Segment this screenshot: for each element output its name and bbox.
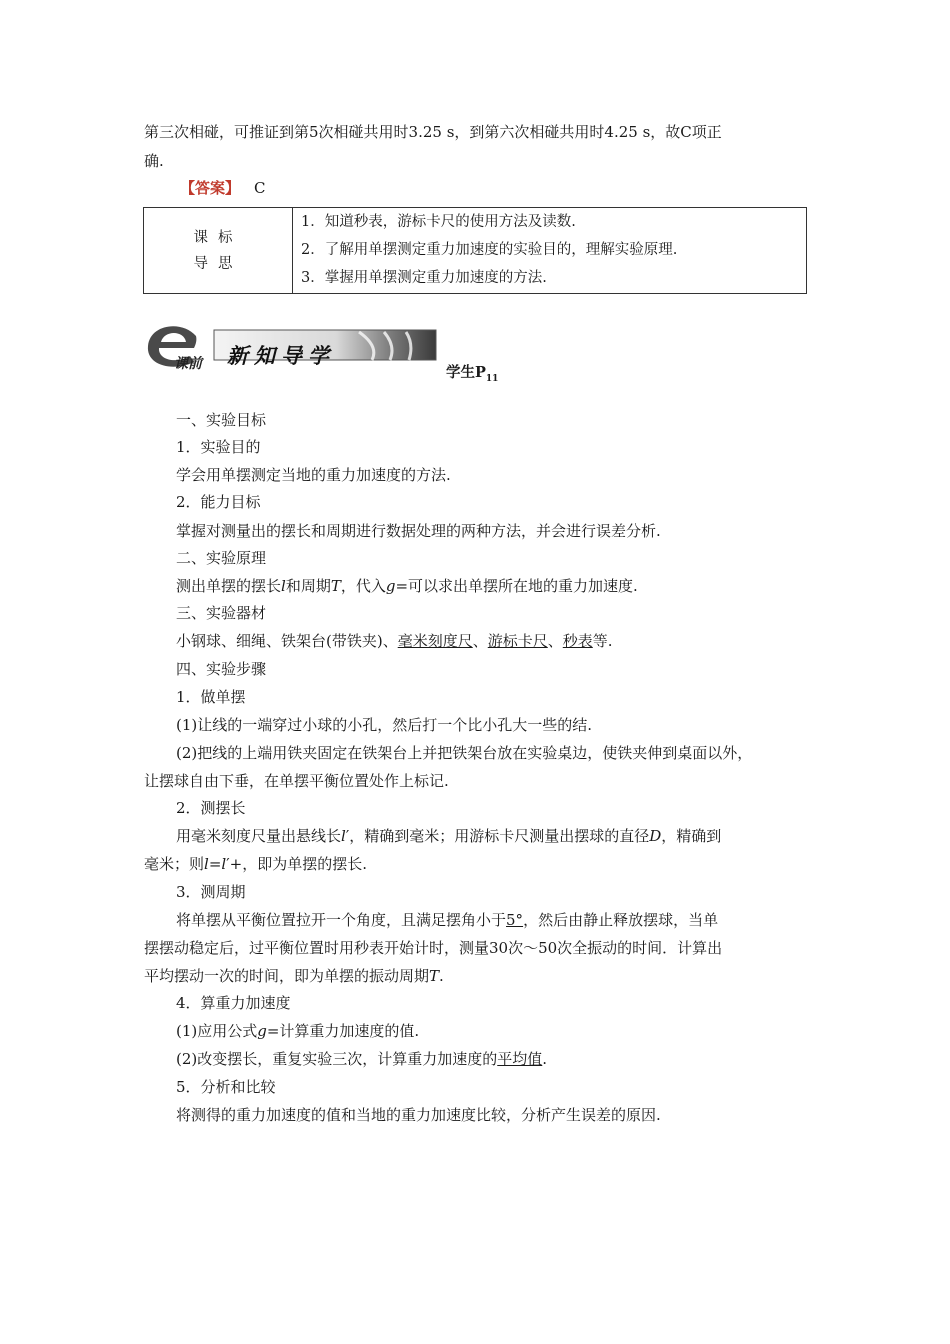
text: =可以求出单摆所在地的重力加速度. bbox=[395, 577, 638, 595]
text: 平均摆动一次的时间，即为单摆的振动周期 bbox=[144, 967, 430, 985]
var-l: l bbox=[204, 855, 209, 873]
underlined-term: 5° bbox=[506, 911, 524, 929]
paragraph: 将测得的重力加速度的值和当地的重力加速度比较，分析产生误差的原因. bbox=[176, 1106, 661, 1124]
paragraph-continued bbox=[144, 965, 444, 987]
text: = bbox=[208, 855, 222, 873]
text: 用毫米刻度尺量出悬线长 bbox=[176, 827, 342, 845]
var-l: l bbox=[341, 827, 346, 845]
var-T: T bbox=[330, 577, 341, 595]
text: ，然后由静止释放摆球，当单 bbox=[523, 911, 719, 929]
ref-sub: 11 bbox=[485, 373, 499, 384]
section-heading: 一、实验目标 bbox=[176, 411, 267, 429]
subsection-heading: 2．能力目标 bbox=[176, 493, 261, 511]
guide-item: 2．了解用单摆测定重力加速度的实验目的，理解实验原理. bbox=[301, 242, 678, 258]
paragraph-continued: 摆摆动稳定后，过平衡位置时用秒表开始计时，测量30次～50次全振动的时间．计算出 bbox=[144, 939, 723, 957]
paragraph-continued bbox=[144, 853, 367, 875]
text: 等. bbox=[592, 632, 613, 650]
banner-badge: 课前 bbox=[174, 356, 202, 372]
subsection-heading: 2．测摆长 bbox=[176, 799, 246, 817]
var-l: l bbox=[281, 577, 286, 595]
guide-item: 3．掌握用单摆测定重力加速度的方法. bbox=[301, 270, 547, 286]
intro-line-1: 第三次相碰，可推证到第5次相碰共用时3.25 s，到第六次相碰共用时4.25 s，故C项正 bbox=[144, 123, 722, 141]
paragraph bbox=[176, 909, 718, 931]
text: 、 bbox=[547, 632, 563, 650]
text: 毫米；则 bbox=[144, 855, 205, 873]
paragraph: 学会用单摆测定当地的重力加速度的方法. bbox=[176, 466, 451, 484]
text: 小钢球、细绳、铁架台(带铁夹)、 bbox=[176, 632, 398, 650]
section-heading: 二、实验原理 bbox=[176, 549, 267, 567]
subsection-heading: 5．分析和比较 bbox=[176, 1078, 276, 1096]
underlined-term: 游标卡尺 bbox=[487, 632, 548, 650]
answer-line bbox=[180, 177, 266, 199]
guide-header-line-2: 导思 bbox=[193, 255, 243, 272]
guide-header-cell bbox=[144, 208, 293, 294]
banner-title: 新知导学 bbox=[227, 343, 335, 368]
var-l: l bbox=[221, 855, 227, 873]
var-D: D bbox=[649, 827, 662, 845]
text: 测出单摆的摆长 bbox=[176, 577, 282, 595]
paragraph: (2)把线的上端用铁夹固定在铁架台上并把铁架台放在实验桌边，使铁夹伸到桌面以外， bbox=[176, 744, 753, 762]
section-heading: 四、实验步骤 bbox=[176, 660, 267, 678]
var-g: g bbox=[257, 1022, 267, 1040]
text: ，代入 bbox=[340, 577, 386, 595]
principle-paragraph bbox=[176, 575, 638, 597]
var-g: g bbox=[385, 577, 396, 595]
underlined-term: 秒表 bbox=[562, 632, 593, 650]
ref-main: 学生P bbox=[446, 364, 486, 381]
paragraph: 掌握对测量出的摆长和周期进行数据处理的两种方法，并会进行误差分析. bbox=[176, 522, 661, 540]
answer-value: C bbox=[254, 179, 266, 197]
text: . bbox=[542, 1050, 548, 1068]
text: =计算重力加速度的值. bbox=[266, 1022, 420, 1040]
guide-header-line-1: 课标 bbox=[193, 229, 243, 246]
underlined-term: 平均值 bbox=[497, 1050, 543, 1068]
paragraph bbox=[176, 1048, 547, 1070]
paragraph-continued: 让摆球自由下垂，在单摆平衡位置处作上标记. bbox=[144, 772, 449, 790]
course-guide-table bbox=[143, 207, 807, 294]
paragraph bbox=[176, 1020, 419, 1042]
answer-tag: 【答案】 bbox=[180, 179, 241, 197]
student-page-ref bbox=[446, 361, 498, 384]
section-heading: 三、实验器材 bbox=[176, 604, 267, 622]
guide-item: 1．知道秒表，游标卡尺的使用方法及读数. bbox=[301, 214, 576, 230]
text: 、 bbox=[472, 632, 488, 650]
paragraph bbox=[176, 825, 721, 847]
paragraph: (1)让线的一端穿过小球的小孔，然后打一个比小孔大一些的结. bbox=[176, 716, 593, 734]
intro-line-2: 确. bbox=[144, 152, 164, 170]
text: (2)改变摆长，重复实验三次，计算重力加速度的 bbox=[176, 1050, 498, 1068]
subsection-heading: 3．测周期 bbox=[176, 883, 246, 901]
text: . bbox=[439, 967, 444, 985]
var-T: T bbox=[429, 967, 440, 985]
subsection-heading: 1．实验目的 bbox=[176, 438, 261, 456]
text: 和周期 bbox=[285, 577, 331, 595]
text: ′，精确到毫米；用游标卡尺测量出摆球的直径 bbox=[345, 827, 650, 845]
underlined-term: 毫米刻度尺 bbox=[397, 632, 473, 650]
text: (1)应用公式 bbox=[176, 1022, 258, 1040]
subsection-heading: 1．做单摆 bbox=[176, 688, 246, 706]
guide-body-cell bbox=[293, 208, 807, 294]
subsection-heading: 4．算重力加速度 bbox=[176, 994, 291, 1012]
text: ′+，即为单摆的摆长. bbox=[226, 855, 367, 873]
text: ，精确到 bbox=[661, 827, 722, 845]
text: 将单摆从平衡位置拉开一个角度，且满足摆角小于 bbox=[176, 911, 507, 929]
equipment-paragraph bbox=[176, 630, 613, 652]
